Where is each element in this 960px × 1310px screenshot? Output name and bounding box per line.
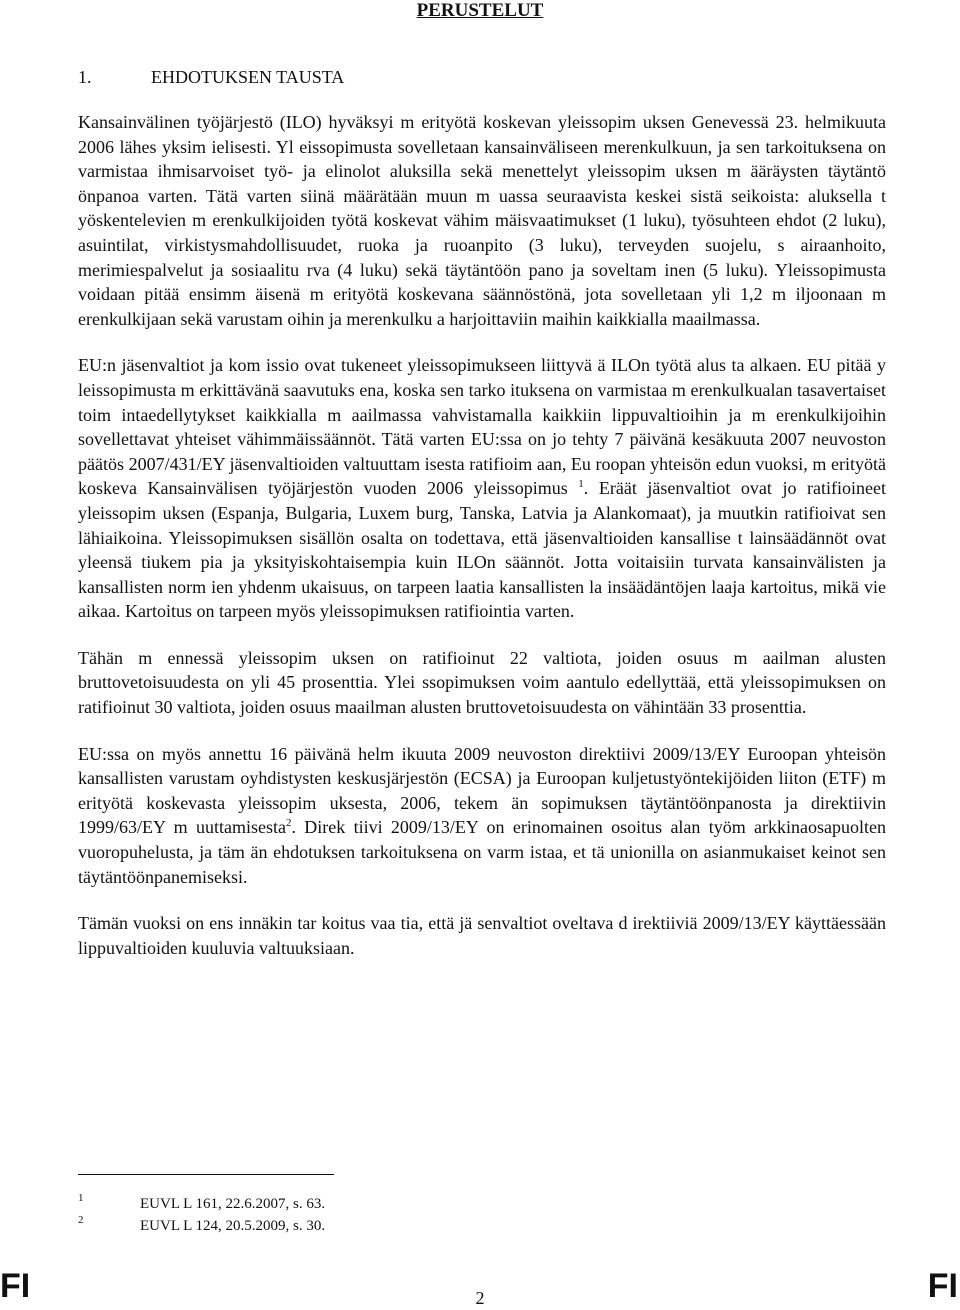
footnote-divider bbox=[78, 1174, 334, 1175]
section-number: 1. bbox=[78, 67, 92, 87]
footnote-ref-1[interactable]: 1 bbox=[578, 478, 584, 491]
paragraph-5: Tämän vuoksi on ens innäkin tar koitus vaa tia, että jä senvaltiot oveltava d irektiiviä 2009/13/EY käyttäessään lippuvaltioiden kuuluvia valtuuksiaan. bbox=[78, 913, 886, 958]
footnote-number: 2 bbox=[78, 1214, 84, 1226]
header-title: PERUSTELUT bbox=[416, 0, 544, 21]
footnote-ref-2[interactable]: 2 bbox=[285, 817, 292, 830]
section-title: EHDOTUKSEN TAUSTA bbox=[151, 67, 345, 87]
page-number: 2 bbox=[475, 1288, 485, 1308]
paragraph-4 bbox=[78, 742, 886, 890]
paragraph-3: Tähän m ennessä yleissopim uksen on ratifioinut 22 valtiota, joiden osuus m aailman alusten bruttovetoisuudesta on yli 45 prosenttia. Ylei ssopimuksen voim aantulo edellyttää, että yleissopimuksen on ratifioinut 30 valtiota, joiden osuus maailman alusten bruttovetoisuudesta on vähintään 33 prosenttia. bbox=[78, 647, 886, 718]
paragraph-2 bbox=[78, 353, 886, 624]
footnote-text: EUVL L 161, 22.6.2007, s. 63. bbox=[140, 1196, 326, 1212]
paragraph-2-text-a: EU:n jäsenvaltiot ja kom issio ovat tukeneet yleissopimukseen liittyvä ä ILOn työtä alus ta alkaen. EU pitää y leissopimusta m erkittävänä saavutuks ena, koska sen tarko ituksena on varmistaa m erenkulkualan tasavertaiset toim intaedellytykset kaikkialla m aailmassa vahvistamalla kaikkiin lippuvaltioihin ja m erenkulkijoihin sovellettavat yhteiset vähimmäissäännöt. Tätä varten EU:ssa on jo tehty 7 päivänä kesäkuuta 2007 neuvoston päätös 2007/431/EY jäsenvaltioiden valtuuttam isesta ratifioim aan, Eu roopan yhteisön edun vuoksi, m erityötä koskeva Kansainvälisen työjärjestön vuoden 2006 yleissopimus bbox=[78, 355, 886, 499]
paragraph-2-text-b: . Eräät jäsenvaltiot ovat jo ratifioineet yleissopim uksen (Espanja, Bulgaria, Luxem burg, Tanska, Latvia ja Alankomaat), ja muutkin ratifioivat sen lähiaikoina. Yleissopimuksen sisällön osalta on todettava, että jäsenvaltioiden kansallise t lainsäädännöt ovat yleensä tiukem pia ja yksityiskohtaisempia kuin ILOn säännöt. Jotta voitaisiin turvata kansainvälisten ja kansallisten norm ien yhdenm ukaisuus, on tarpeen laatia kansallisten la insäädäntöjen laaja kartoitus, mikä vie aikaa. Kartoitus on tarpeen myös yleissopimuksen ratifiointia varten. bbox=[78, 478, 886, 622]
body-text bbox=[78, 110, 886, 982]
section-heading bbox=[78, 66, 344, 88]
page-header bbox=[0, 0, 960, 22]
language-code-left: FI bbox=[0, 1267, 31, 1305]
language-code-right: FI bbox=[927, 1267, 958, 1305]
footnote-number: 1 bbox=[78, 1192, 84, 1204]
footnote-text: EUVL L 124, 20.5.2009, s. 30. bbox=[140, 1218, 326, 1234]
paragraph-4-text-a: EU:ssa on myös annettu 16 päivänä helm ikuuta 2009 neuvoston direktiivi 2009/13/EY Euroopan yhteisön kansallisten varustam oyhdistysten keskusjärjestön (ECSA) ja Euroopan kuljetustyöntekijöiden liiton (ETF) m erityötä koskevasta yleissopim uksesta, 2006, tekem än sopimuksen täytäntöönpanosta ja direktiivin 1999/63/EY m uuttamisesta bbox=[78, 743, 886, 838]
paragraph-1: Kansainvälinen työjärjestö (ILO) hyväksyi m erityötä koskevan yleissopim uksen Genevessä 23. helmikuuta 2006 lähes yksim ielisesti. Yl eissopimusta sovelletaan kansainväliseen merenkulkuun, ja sen tarkoituksena on varmistaa ihmisarvoiset työ- ja elinolot aluksilla sekä menettelyt yleissopim uksen m ääräysten täytäntö önpanoa varten. Tätä varten siinä määrätään muun m uassa seuraavista keskei sistä seikoista: aluksella t yöskentelevien m erenkulkijoiden työtä koskevat vähim mäisvaatimukset (1 luku), työsuhteen ehdot (2 luku), asuintilat, virkistysmahdollisuudet, ruoka ja ruoanpito (3 luku), terveyden suojelu, s airaanhoito, merimiespalvelut ja sosiaalitu rva (4 luku) sekä täytäntöön pano ja soveltam inen (5 luku). Yleissopimusta voidaan pitää ensimm äisenä m erityötä koskevana säännöstönä, jota sovelletaan yli 1,2 m iljoonaan m erenkulkijaan sekä varustam oihin ja merenkulku a harjoittaviin maihin kaikkialla maailmassa. bbox=[78, 112, 886, 329]
paragraph-4-text-b: . Direk tiivi 2009/13/EY on erinomainen osoitus alan työm arkkinaosapuolten vuoropuhelusta, ja täm än ehdotuksen tarkoituksena on varm istaa, et tä unionilla on asianmukaiset keinot sen täytäntöönpanemiseksi. bbox=[78, 817, 887, 887]
